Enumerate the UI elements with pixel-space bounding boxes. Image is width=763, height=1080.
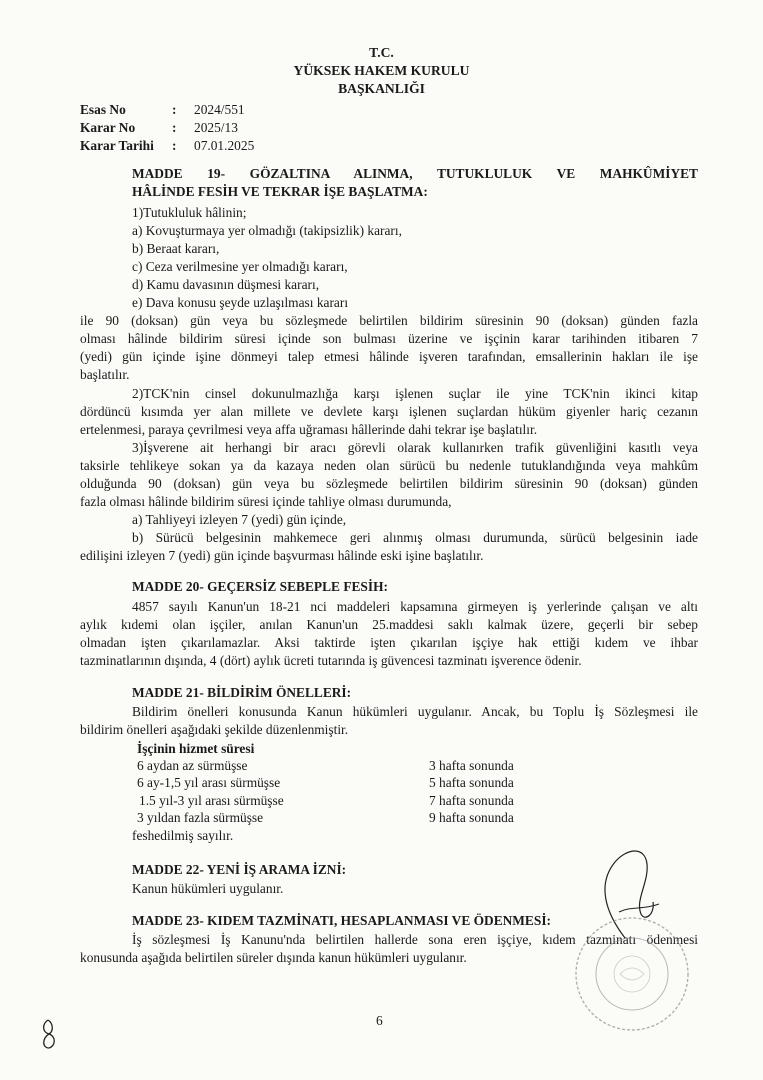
m19-title-line1: MADDE 19- GÖZALTINA ALINMA, TUTUKLULUK VE MAHKÛMİYET <box>132 166 698 181</box>
m20-line2: aylık kıdemi olan işçiler, anılan Kanun'un 25.maddesi saklı kalmak üzere, geçerli bir sebep <box>80 617 698 632</box>
m19-para3-line1: 3)İşverene ait herhangi bir aracı görevli olarak kullanırken trafik güvenliğini kasıtlı veya <box>132 440 698 455</box>
m21-line2: bildirim önelleri aşağıdaki şekilde düzenlenmiştir. <box>80 722 349 737</box>
m19-para1-line4: başlatılır. <box>80 367 130 382</box>
m19-para1-line3: (yedi) gün içinde işine dönmeyi talep etmesi hâlinde işveren tarafından, emsallerinin hakları ile işe <box>80 349 698 364</box>
notice-row-period: 6 aydan az sürmüşse <box>137 758 248 773</box>
margin-initial-mark <box>38 1018 60 1050</box>
notice-table-footer: feshedilmiş sayılır. <box>132 828 234 843</box>
meta-tarih <box>80 137 254 154</box>
m19-para3-line3: olduğunda 90 (doksan) gün veya bu sözleşmede belirtilen bildirim süresinin 90 (doksan) günden <box>80 476 698 491</box>
m19-item-a: a) Kovuşturmaya yer olmadığı (takipsizlik) kararı, <box>132 223 402 238</box>
m19-para1-line2: olması hâlinde bildirim süresi içinde son bulması üzerine ve işçinin karar tarihinden itibaren 7 <box>80 331 698 346</box>
page-number: 6 <box>376 1013 383 1028</box>
notice-row-weeks: 5 hafta sonunda <box>429 775 514 790</box>
meta-esas <box>80 101 245 118</box>
karar-colon: : <box>172 120 177 135</box>
header-line-tc: T.C. <box>369 45 394 60</box>
m23-line1: İş sözleşmesi İş Kanunu'nda belirtilen hallerde sona eren işçiye, kıdem tazminatı ödenmesi <box>132 932 698 947</box>
m19-para2-line1: 2)TCK'nin cinsel dokunulmazlığa karşı işlenen suçlar ile yine TCK'nin ikinci kitap <box>132 386 698 401</box>
notice-table-header: İşçinin hizmet süresi <box>137 741 255 756</box>
esas-label: Esas No <box>80 102 126 117</box>
m23-line2: konusunda aşağıda belirtilen süreler dışında kanun hükümleri uygulanır. <box>80 950 467 965</box>
m20-line3: olmadan işten çıkarılamazlar. Aksi taktirde işten çıkarılan işçiye hak ettiği kıdem ve ihbar <box>80 635 698 650</box>
m19-para3-item-a: a) Tahliyeyi izleyen 7 (yedi) gün içinde, <box>132 512 347 527</box>
m19-item-1: 1)Tutukluluk hâlinin; <box>132 205 247 220</box>
notice-row-period: 6 ay-1,5 yıl arası sürmüşse <box>137 775 281 790</box>
official-stamp <box>570 912 695 1037</box>
notice-row-weeks: 7 hafta sonunda <box>429 793 514 808</box>
m22-title: MADDE 22- YENİ İŞ ARAMA İZNİ: <box>132 862 347 877</box>
m23-title: MADDE 23- KIDEM TAZMİNATI, HESAPLANMASI VE ÖDENMESİ: <box>132 913 551 928</box>
tarih-colon: : <box>172 138 177 153</box>
notice-row-weeks: 3 hafta sonunda <box>429 758 514 773</box>
m19-para3-line4: fazla olması hâlinde bildirim süresi içinde tahliye olması durumunda, <box>80 494 452 509</box>
m19-para2-line3: ertelenmesi, paraya çevrilmesi veya affa uğraması hâllerinde dahi tekrar işe başlatılır. <box>80 422 538 437</box>
m20-line1: 4857 sayılı Kanun'un 18-21 nci maddeleri kapsamına girmeyen iş yerlerinde çalışan ve altı <box>132 599 698 614</box>
m19-para1-line1: ile 90 (doksan) gün veya bu sözleşmede belirtilen bildirim süresinin 90 (doksan) günden fazla <box>80 313 698 328</box>
esas-colon: : <box>172 102 177 117</box>
m19-para2-line2: dördüncü kısımda yer alan millete ve devlete karşı işlenen suçlardan hüküm giyenler hariç cezanın <box>80 404 698 419</box>
meta-karar <box>80 119 238 136</box>
tarih-value: 07.01.2025 <box>194 138 255 153</box>
karar-value: 2025/13 <box>194 120 238 135</box>
m19-title-line2: HÂLİNDE FESİH VE TEKRAR İŞE BAŞLATMA: <box>132 184 428 199</box>
notice-row-period: 1.5 yıl-3 yıl arası sürmüşse <box>139 793 284 808</box>
m21-title: MADDE 21- BİLDİRİM ÖNELLERİ: <box>132 685 352 700</box>
m22-line1: Kanun hükümleri uygulanır. <box>132 881 284 896</box>
m19-item-e: e) Dava konusu şeyde uzlaşılması kararı <box>132 295 349 310</box>
m21-line1: Bildirim önelleri konusunda Kanun hükümleri uygulanır. Ancak, bu Toplu İş Sözleşmesi ile <box>132 704 698 719</box>
header-line-institution: YÜKSEK HAKEM KURULU <box>293 63 470 78</box>
m19-para3-item-b-cont: edilişini izleyen 7 (yedi) gün içinde başvurması hâlinde eski işine başlatılır. <box>80 548 484 563</box>
tarih-label: Karar Tarihi <box>80 138 154 153</box>
m20-line4: tazminatlarının dışında, 4 (dört) aylık ücreti tutarında iş güvencesi tazminatı işverence ödenir. <box>80 653 582 668</box>
notice-row-period: 3 yıldan fazla sürmüşse <box>137 810 264 825</box>
header-line-department: BAŞKANLIĞI <box>338 81 425 96</box>
esas-value: 2024/551 <box>194 102 245 117</box>
m19-item-c: c) Ceza verilmesine yer olmadığı kararı, <box>132 259 348 274</box>
notice-row-weeks: 9 hafta sonunda <box>429 810 514 825</box>
m19-item-d: d) Kamu davasının düşmesi kararı, <box>132 277 320 292</box>
m19-para3-item-b: b) Sürücü belgesinin mahkemece geri alınmış olması durumunda, sürücü belgesinin iade <box>132 530 698 545</box>
karar-label: Karar No <box>80 120 136 135</box>
m19-para3-line2: taksirle tehlikeye sokan ya da kazaya neden olan sürücü bu nedenle tutuklandığında veya mahkûm <box>80 458 698 473</box>
m19-item-b: b) Beraat kararı, <box>132 241 220 256</box>
m20-title: MADDE 20- GEÇERSİZ SEBEPLE FESİH: <box>132 579 388 594</box>
